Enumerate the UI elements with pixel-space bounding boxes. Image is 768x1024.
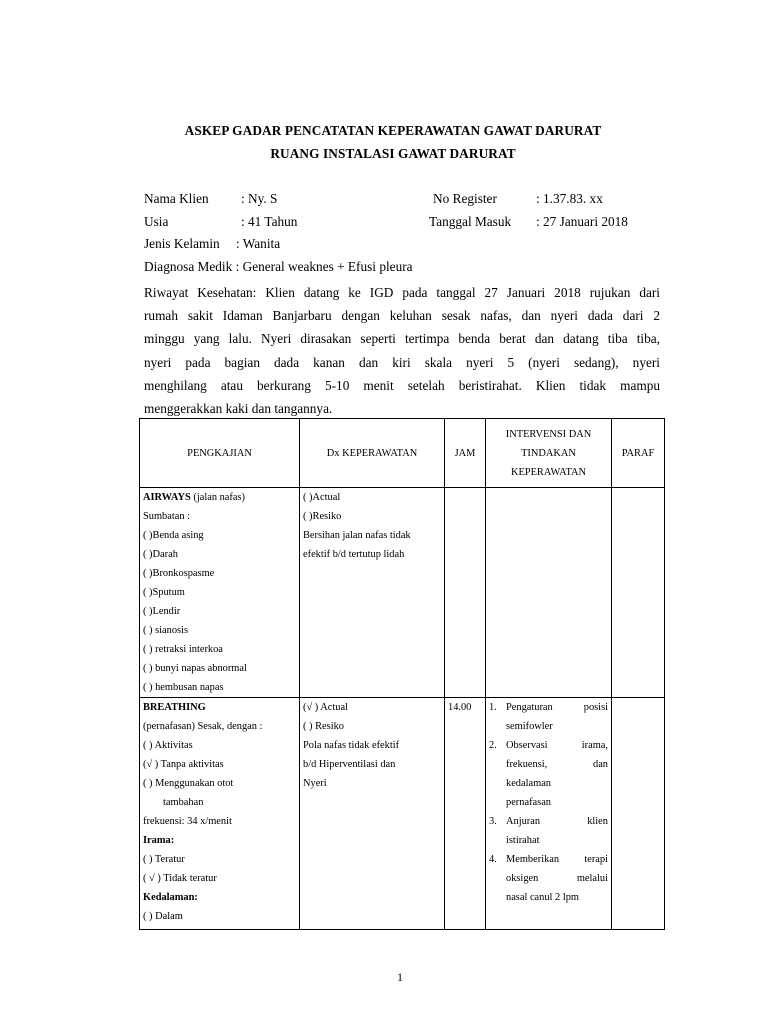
- airways-item: ( )Lendir: [143, 606, 181, 617]
- document-title: ASKEP GADAR PENCATATAN KEPERAWATAN GAWAT DARURAT: [184, 123, 602, 138]
- intervensi-item: [489, 850, 608, 907]
- usia-label: Usia: [144, 214, 169, 229]
- breathing-dx-line: b/d Hiperventilasi dan: [303, 759, 396, 770]
- intervensi-line: semifowler: [506, 721, 553, 732]
- riwayat-line: menggerakkan kaki dan tangannya.: [144, 400, 333, 416]
- breathing-jam-value: 14.00: [448, 702, 472, 713]
- airways-item: ( )Bronkospasme: [143, 568, 215, 579]
- intervensi-item: [489, 736, 608, 812]
- breathing-item: ( ) Menggunakan otot: [143, 778, 234, 789]
- breathing-item: (√ ) Tanpa aktivitas: [143, 759, 224, 770]
- table-row-breathing: [140, 698, 665, 930]
- airways-item: ( )Benda asing: [143, 530, 204, 541]
- noreg-value: : 1.37.83. xx: [536, 191, 603, 206]
- diagnosa-medik: Diagnosa Medik : General weaknes + Efusi pleura: [144, 259, 413, 274]
- intervensi-number: 2.: [489, 740, 497, 751]
- intervensi-number: 3.: [489, 816, 497, 827]
- intervensi-list: [489, 698, 608, 907]
- airways-item: ( ) bunyi napas abnormal: [143, 663, 247, 674]
- intervensi-line: frekuensi, dan: [506, 759, 608, 770]
- table-row-airways: [140, 488, 665, 698]
- irama-title: Irama:: [143, 835, 175, 846]
- intervensi-number: 1.: [489, 702, 497, 713]
- header-jam: JAM: [445, 419, 486, 488]
- intervensi-item: [489, 812, 608, 850]
- breathing-item: (pernafasan) Sesak, dengan :: [143, 721, 263, 732]
- airways-dx-line: efektif b/d tertutup lidah: [303, 549, 405, 560]
- airways-item: ( ) hembusan napas: [143, 682, 224, 693]
- intervensi-text: [506, 850, 608, 907]
- header-intervensi-line: KEPERAWATAN: [510, 466, 587, 478]
- header-paraf: PARAF: [612, 419, 665, 488]
- airways-title-bold: AIRWAYS: [143, 492, 191, 503]
- airways-item: Sumbatan :: [143, 511, 191, 522]
- askep-table: [139, 418, 665, 930]
- airways-pengkajian: [140, 488, 300, 698]
- usia-value: : 41 Tahun: [241, 214, 298, 229]
- intervensi-line: Memberikan terapi: [506, 854, 608, 865]
- intervensi-item: [489, 698, 608, 736]
- intervensi-line: Anjuran klien: [506, 816, 608, 827]
- tanggal-masuk-value: : 27 Januari 2018: [536, 214, 628, 229]
- airways-item: ( ) retraksi interkoa: [143, 644, 223, 655]
- airways-item: ( )Sputum: [143, 587, 185, 598]
- irama-item: ( √ ) Tidak teratur: [143, 873, 217, 884]
- breathing-dx-line: ( ) Resiko: [303, 721, 344, 732]
- airways-dx-line: ( )Actual: [303, 492, 341, 503]
- intervensi-line: istirahat: [506, 835, 540, 846]
- irama-item: ( ) Teratur: [143, 854, 185, 865]
- intervensi-line: nasal canul 2 lpm: [506, 892, 580, 903]
- airways-dx-line: ( )Resiko: [303, 511, 342, 522]
- intervensi-line: pernafasan: [506, 797, 551, 808]
- breathing-paraf: [612, 698, 665, 930]
- header-intervensi-line: INTERVENSI DAN: [505, 428, 592, 440]
- nama-value: : Ny. S: [241, 191, 278, 206]
- intervensi-text: [506, 698, 608, 736]
- breathing-item: tambahan: [163, 797, 204, 808]
- header-intervensi: [486, 419, 612, 488]
- jenis-kelamin-label: Jenis Kelamin: [144, 236, 220, 251]
- airways-paraf: [612, 488, 665, 698]
- intervensi-line: oksigen melalui: [506, 873, 608, 884]
- breathing-title: BREATHING: [143, 702, 206, 713]
- noreg-label: No Register: [433, 191, 497, 206]
- riwayat-line: menghilang atau berkurang 5-10 menit setelah beristirahat. Klien tidak mampu: [144, 377, 660, 393]
- header-intervensi-line: TINDAKAN: [521, 447, 576, 459]
- breathing-jam: [445, 698, 486, 930]
- breathing-pengkajian: [140, 698, 300, 930]
- intervensi-line: kedalaman: [506, 778, 552, 789]
- riwayat-line: rumah sakit Idaman Banjarbaru dengan keluhan sesak nafas, dan nyeri dada dari 2: [144, 308, 660, 324]
- intervensi-line: Pengaturan posisi: [506, 702, 608, 713]
- intervensi-number: 4.: [489, 854, 497, 865]
- breathing-item: frekuensi: 34 x/menit: [143, 816, 232, 827]
- riwayat-line: nyeri pada bagian dada kanan dan kiri skala nyeri 5 (nyeri sedang), nyeri: [144, 354, 660, 370]
- airways-title-suffix: (jalan nafas): [190, 492, 245, 503]
- breathing-dx: [300, 698, 445, 930]
- tanggal-masuk-label: Tanggal Masuk: [429, 214, 512, 229]
- airways-dx-line: Bersihan jalan nafas tidak: [303, 530, 411, 541]
- intervensi-text: [506, 736, 608, 812]
- airways-dx: [300, 488, 445, 698]
- airways-item: ( )Darah: [143, 549, 178, 560]
- page-number: 1: [397, 970, 403, 984]
- kedalaman-item: ( ) Dalam: [143, 911, 183, 922]
- header-pengkajian: PENGKAJIAN: [140, 419, 300, 488]
- riwayat-line: Riwayat Kesehatan: Klien datang ke IGD pada tanggal 27 Januari 2018 rujukan dari: [144, 285, 660, 300]
- breathing-item: ( ) Aktivitas: [143, 740, 193, 751]
- header-dx-keperawatan: Dx KEPERAWATAN: [300, 419, 445, 488]
- breathing-dx-line: Pola nafas tidak efektif: [303, 740, 400, 751]
- intervensi-line: Observasi irama,: [506, 740, 608, 751]
- breathing-dx-line: (√ ) Actual: [303, 702, 348, 713]
- breathing-intervensi: [486, 698, 612, 930]
- document-subtitle: RUANG INSTALASI GAWAT DARURAT: [270, 146, 516, 161]
- riwayat-kesehatan: [144, 281, 660, 420]
- kedalaman-title: Kedalaman:: [143, 892, 198, 903]
- airways-item: ( ) sianosis: [143, 625, 189, 636]
- nama-label: Nama Klien: [144, 191, 209, 206]
- breathing-dx-line: Nyeri: [303, 778, 327, 789]
- table-header-row: [140, 419, 665, 488]
- airways-title: [143, 488, 296, 507]
- airways-jam: [445, 488, 486, 698]
- riwayat-line: minggu yang lalu. Nyeri dirasakan seperti tertimpa benda berat dan datang tiba tiba,: [144, 331, 660, 347]
- jenis-kelamin-value: : Wanita: [236, 236, 281, 251]
- intervensi-text: [506, 812, 608, 850]
- airways-intervensi: [486, 488, 612, 698]
